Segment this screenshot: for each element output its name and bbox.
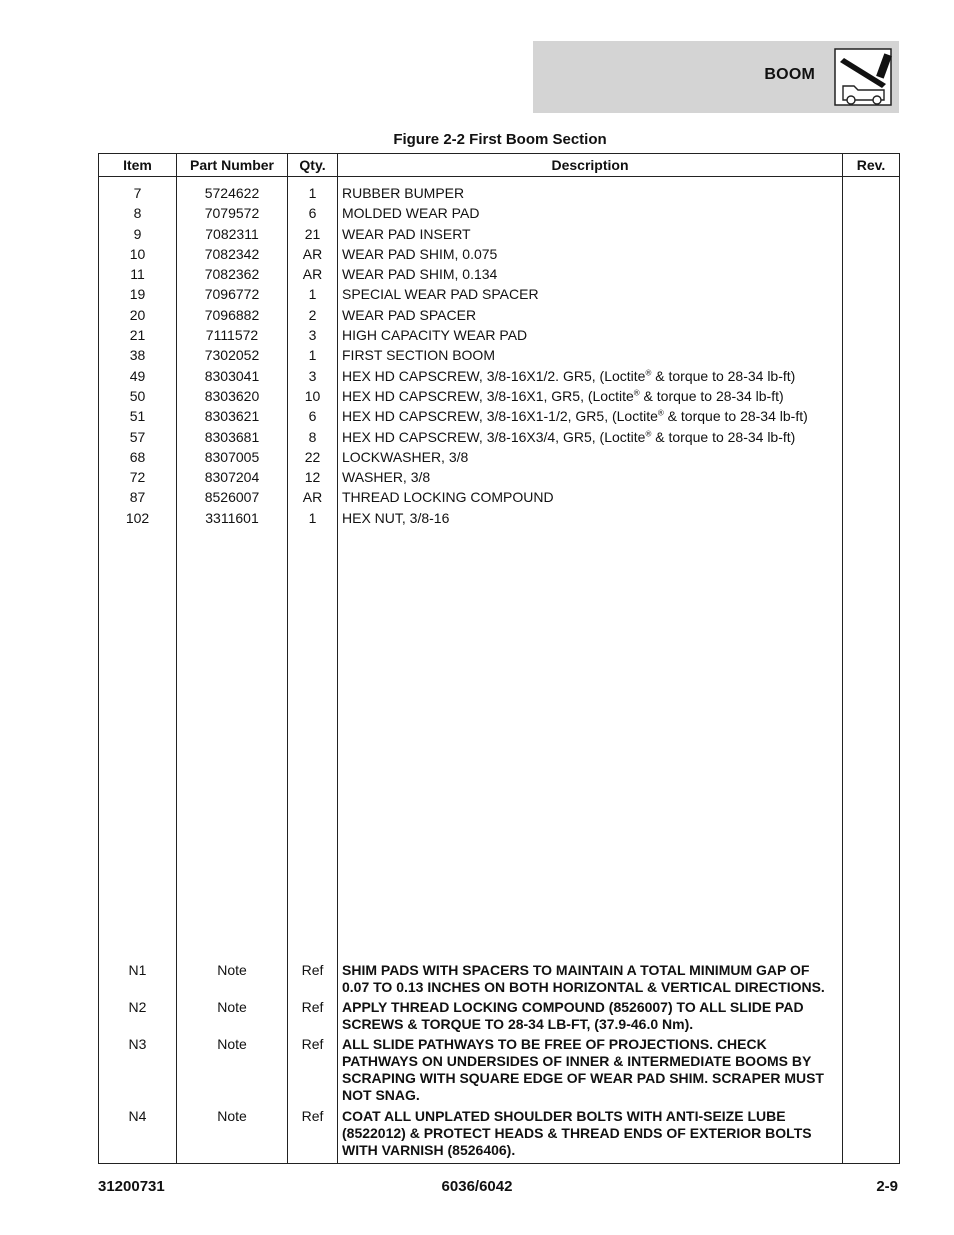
description: WEAR PAD SPACER (342, 306, 477, 323)
quantity: 3 (308, 327, 317, 344)
note-part: Note (217, 962, 247, 979)
description-text: & torque to 28-34 lb-ft) (651, 367, 796, 384)
description: HIGH CAPACITY WEAR PAD (342, 327, 528, 344)
item-number: 19 (129, 286, 146, 303)
quantity: 10 (304, 387, 321, 404)
part-number: 3311601 (205, 509, 259, 526)
item-number: 10 (129, 245, 146, 262)
quantity: 12 (304, 469, 321, 486)
item-number: 9 (133, 225, 142, 242)
footer-page-number: 2-9 (876, 1178, 898, 1195)
item-number: 21 (129, 327, 146, 344)
col-header-rev: Rev. (843, 154, 900, 177)
quantity: AR (302, 245, 323, 262)
item-number: 57 (129, 428, 146, 445)
description-text: & torque to 28-34 lb-ft) (663, 408, 808, 425)
description (338, 427, 842, 447)
note-item: N3 (128, 1036, 147, 1053)
part-number: 7082342 (204, 245, 260, 262)
description: WEAR PAD SHIM, 0.134 (342, 266, 498, 283)
part-number: 8303681 (204, 428, 260, 445)
quantity: 21 (304, 225, 321, 242)
description: WASHER, 3/8 (342, 469, 431, 486)
note-qty: Ref (301, 962, 324, 979)
col-header-description: Description (338, 154, 843, 177)
item-number: 38 (129, 347, 146, 364)
col-header-item: Item (99, 154, 177, 177)
item-number: 51 (129, 408, 146, 425)
quantity: 3 (308, 367, 317, 384)
description: RUBBER BUMPER (342, 185, 465, 201)
description (338, 406, 842, 426)
note-qty: Ref (301, 1036, 324, 1053)
item-number: 102 (125, 509, 150, 526)
item-number: 50 (129, 387, 146, 404)
note-line: SCRAPING WITH SQUARE EDGE OF WEAR PAD SHIM. SCRAPER MUST (342, 1070, 824, 1087)
note-line: SHIM PADS WITH SPACERS TO MAINTAIN A TOTAL MINIMUM GAP OF (342, 962, 810, 979)
quantity: 6 (308, 205, 317, 222)
note-line: PATHWAYS ON UNDERSIDES OF INNER & INTERMEDIATE BOOMS BY (342, 1053, 812, 1070)
note-line: COAT ALL UNPLATED SHOULDER BOLTS WITH ANTI-SEIZE LUBE (342, 1108, 786, 1125)
quantity: AR (302, 266, 323, 283)
note-text (338, 960, 842, 997)
part-number: 8307204 (204, 469, 260, 486)
part-number: 8303041 (204, 367, 260, 384)
col-header-qty: Qty. (288, 154, 338, 177)
note-line: 0.07 TO 0.13 INCHES ON BOTH HORIZONTAL & VERTICAL DIRECTIONS. (342, 979, 825, 996)
description: WEAR PAD INSERT (342, 225, 471, 242)
item-number: 20 (129, 306, 146, 323)
registered-mark: ® (645, 368, 652, 378)
quantity: 1 (308, 286, 317, 303)
description: FIRST SECTION BOOM (342, 347, 495, 364)
note-line: SCREWS & TORQUE TO 28-34 LB-FT, (37.9-46.0 Nm). (342, 1016, 694, 1033)
note-part: Note (217, 1036, 247, 1053)
quantity: 1 (308, 185, 317, 201)
part-number: 8526007 (204, 489, 260, 506)
description-text: HEX HD CAPSCREW, 3/8-16X3/4, GR5, (Loctite (342, 428, 646, 445)
note-item: N1 (128, 962, 147, 979)
table-header-row (99, 154, 900, 177)
note-text (338, 1034, 842, 1106)
part-number: 5724622 (204, 185, 260, 201)
item-number: 7 (133, 185, 142, 201)
note-item: N4 (128, 1108, 147, 1125)
note-text (338, 997, 842, 1034)
figure-title: Figure 2-2 First Boom Section (393, 131, 607, 148)
note-line: APPLY THREAD LOCKING COMPOUND (8526007) TO ALL SLIDE PAD (342, 999, 804, 1016)
description: MOLDED WEAR PAD (342, 205, 480, 222)
section-header (533, 41, 899, 113)
item-number: 49 (129, 367, 146, 384)
description-text: HEX HD CAPSCREW, 3/8-16X1, GR5, (Loctite (342, 387, 634, 404)
footer-model: 6036/6042 (441, 1178, 513, 1195)
note-line: NOT SNAG. (342, 1087, 420, 1104)
description (338, 386, 842, 406)
description (338, 366, 842, 386)
note-part: Note (217, 999, 247, 1016)
item-number: 87 (129, 489, 146, 506)
quantity: 1 (308, 347, 317, 364)
registered-mark: ® (657, 408, 664, 418)
part-number: 7111572 (205, 327, 259, 344)
quantity: 2 (308, 306, 317, 323)
item-number: 72 (129, 469, 146, 486)
part-number: 7096882 (204, 306, 260, 323)
rev-column (843, 177, 900, 1164)
qty-column (288, 177, 338, 1164)
note-qty: Ref (301, 999, 324, 1016)
quantity: 6 (308, 408, 317, 425)
item-number: 68 (129, 448, 146, 465)
section-title: BOOM (764, 66, 815, 83)
quantity: AR (302, 489, 323, 506)
note-item: N2 (128, 999, 147, 1016)
part-number: 8303621 (204, 408, 260, 425)
col-header-part-number: Part Number (177, 154, 288, 177)
description: LOCKWASHER, 3/8 (342, 448, 469, 465)
note-qty: Ref (301, 1108, 324, 1125)
part-number: 8303620 (204, 387, 260, 404)
note-text (338, 1106, 842, 1160)
description: THREAD LOCKING COMPOUND (342, 489, 554, 506)
note-part: Note (217, 1108, 247, 1125)
registered-mark: ® (633, 388, 640, 398)
quantity: 22 (304, 448, 321, 465)
description-text: HEX HD CAPSCREW, 3/8-16X1-1/2, GR5, (Loctite (342, 408, 658, 425)
description: HEX NUT, 3/8-16 (342, 509, 450, 526)
footer-doc-number: 31200731 (98, 1178, 165, 1195)
description: WEAR PAD SHIM, 0.075 (342, 245, 498, 262)
part-number: 7082362 (204, 266, 260, 283)
description-text: & torque to 28-34 lb-ft) (639, 387, 784, 404)
note-line: (8522012) & PROTECT HEADS & THREAD ENDS OF EXTERIOR BOLTS (342, 1125, 812, 1142)
registered-mark: ® (645, 428, 652, 438)
part-number: 7079572 (204, 205, 260, 222)
note-line: WITH VARNISH (8526406). (342, 1142, 516, 1159)
quantity: 8 (308, 428, 317, 445)
boom-lift-icon (834, 48, 892, 106)
note-line: ALL SLIDE PATHWAYS TO BE FREE OF PROJECTIONS. CHECK (342, 1036, 767, 1053)
item-column (99, 177, 177, 1164)
description-text: & torque to 28-34 lb-ft) (651, 428, 796, 445)
description-text: HEX HD CAPSCREW, 3/8-16X1/2. GR5, (Loctite (342, 367, 646, 384)
part-number: 7302052 (204, 347, 260, 364)
quantity: 1 (308, 509, 317, 526)
item-number: 8 (133, 205, 142, 222)
part-number: 7082311 (205, 225, 259, 242)
part-number: 7096772 (204, 286, 260, 303)
table-body (99, 177, 900, 1164)
description: SPECIAL WEAR PAD SPACER (342, 286, 539, 303)
description-column (338, 177, 843, 1164)
parts-table (98, 153, 900, 1164)
part-number: 8307005 (204, 448, 260, 465)
part-number-column (177, 177, 288, 1164)
item-number: 11 (130, 266, 145, 283)
